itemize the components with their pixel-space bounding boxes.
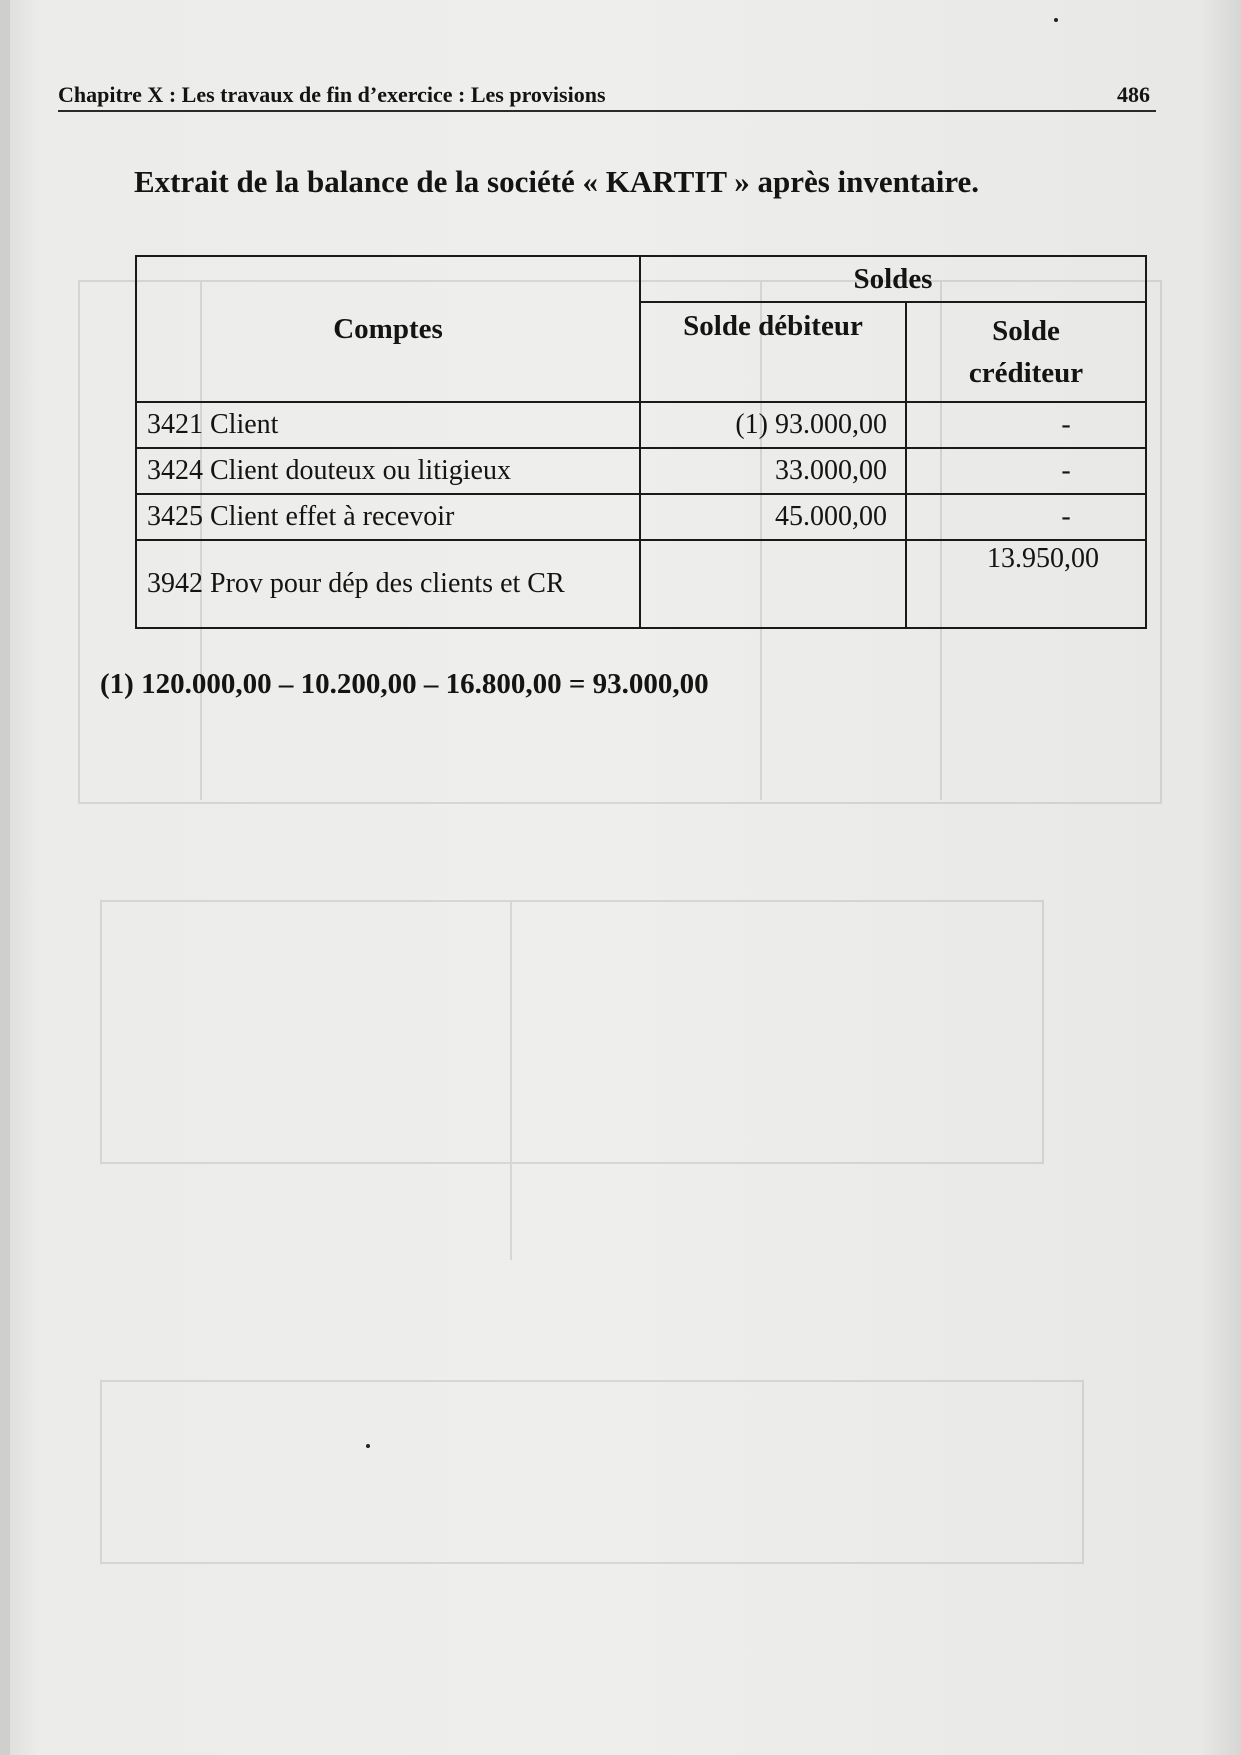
debit-cell <box>640 540 906 628</box>
credit-cell: 13.950,00 <box>906 540 1146 628</box>
page-number: 486 <box>1117 82 1150 107</box>
debit-cell: (1) 93.000,00 <box>640 402 906 448</box>
account-cell: 3425 Client effet à recevoir <box>136 494 640 540</box>
debit-cell: 45.000,00 <box>640 494 906 540</box>
scan-left-edge <box>0 0 10 1755</box>
credit-cell: - <box>906 448 1146 494</box>
credit-cell: - <box>906 494 1146 540</box>
credit-cell: - <box>906 402 1146 448</box>
header-solde-crediteur: Solde créditeur <box>906 302 1146 402</box>
account-cell: 3942 Prov pour dép des clients et CR <box>136 540 640 628</box>
table-row <box>136 494 1146 540</box>
bleed-rule <box>510 900 512 1260</box>
account-cell: 3424 Client douteux ou litigieux <box>136 448 640 494</box>
scan-speck <box>1054 18 1058 22</box>
document-title: Extrait de la balance de la société « KARTIT » après inventaire. <box>134 164 980 199</box>
footnote: (1) 120.000,00 – 10.200,00 – 16.800,00 = 93.000,00 <box>100 668 709 700</box>
chapter-title: Chapitre X : Les travaux de fin d’exercice : Les provisions <box>58 82 606 107</box>
header-comptes: Comptes <box>136 256 640 402</box>
debit-cell: 33.000,00 <box>640 448 906 494</box>
bleed-table-3 <box>100 1380 1084 1564</box>
table-row <box>136 540 1146 628</box>
scan-speck <box>366 1444 370 1448</box>
running-header <box>58 82 1156 112</box>
table-row <box>136 448 1146 494</box>
header-soldes: Soldes <box>640 256 1146 302</box>
balance-table <box>135 255 1147 629</box>
header-solde-debiteur: Solde débiteur <box>640 302 906 402</box>
table-row <box>136 402 1146 448</box>
account-cell: 3421 Client <box>136 402 640 448</box>
bleed-table-2 <box>100 900 1044 1164</box>
